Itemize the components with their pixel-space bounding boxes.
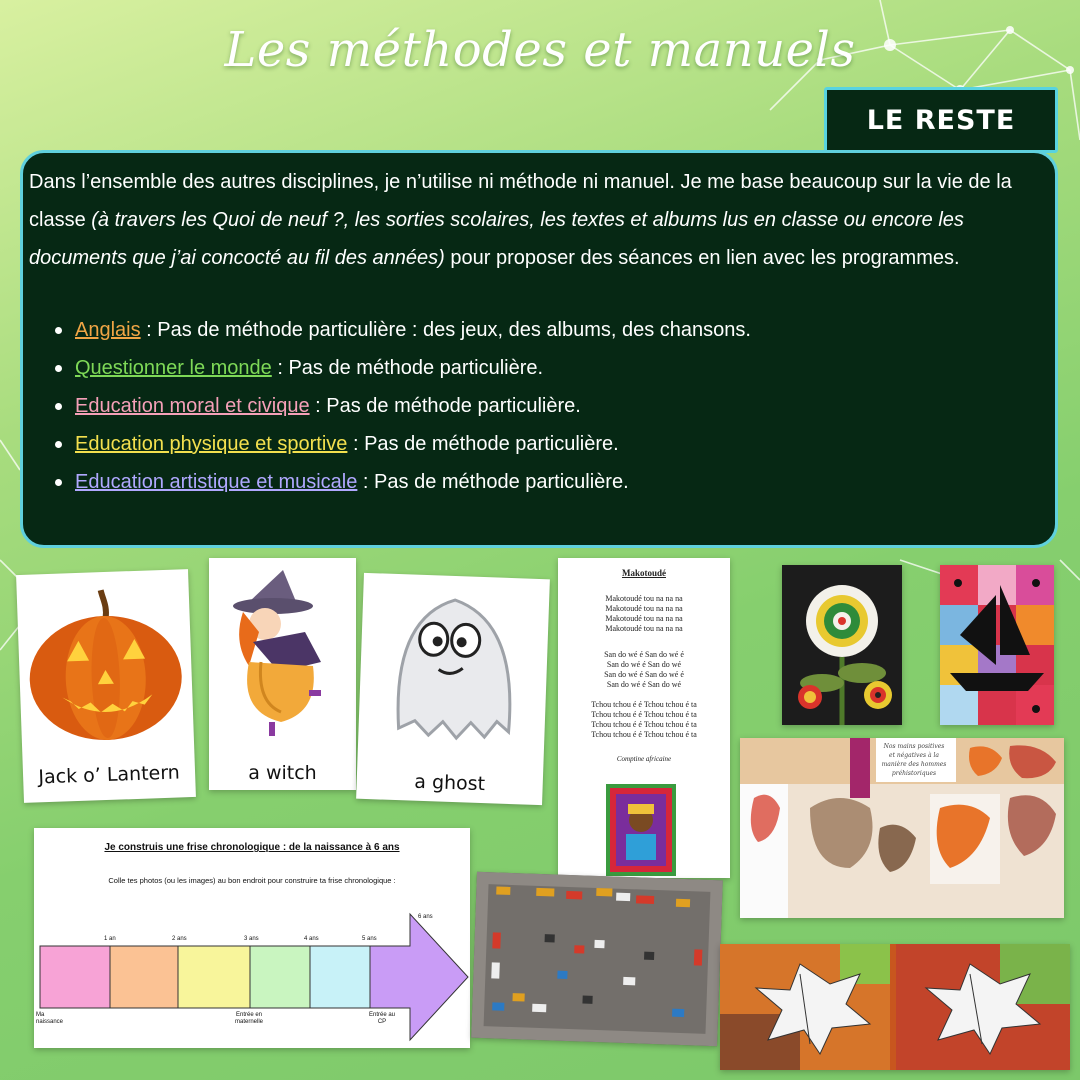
art-leaves-photo [720, 944, 1070, 1070]
leaves-art-image [720, 944, 1070, 1070]
content-panel [20, 150, 1058, 548]
flashcard-witch [209, 558, 356, 790]
list-item [55, 387, 1045, 425]
subject-desc: : Pas de méthode particulière. [357, 471, 629, 493]
art-geometric-photo [940, 565, 1054, 725]
subject-list [55, 311, 1045, 501]
song-title: Makotoudé [621, 568, 666, 578]
age-label: 4 ans [304, 936, 319, 942]
milestone-label: Ma naissance [36, 1012, 64, 1025]
flashcard-ghost [356, 573, 550, 805]
song-sheet [558, 558, 730, 878]
subject-desc: : Pas de méthode particulière. [347, 433, 619, 455]
timeline-instruction: Colle tes photos (ou les images) au bon endroit pour construire ta frise chronologique : [108, 876, 396, 885]
flashcard-label: Jack o’ Lantern [38, 761, 181, 789]
list-item [55, 463, 1045, 501]
list-item [55, 349, 1045, 387]
ghost-icon [358, 577, 550, 753]
age-label: 6 ans [418, 914, 433, 920]
timeline-title: Je construis une frise chronologique : de la naissance à 6 ans [104, 842, 400, 853]
list-item [55, 425, 1045, 463]
song-line: Makotoudé tou na na na [605, 624, 683, 633]
song-line: San do wé é San do wé [606, 660, 682, 669]
song-line: Tchou tchou é é Tchou tchou é ta [591, 710, 697, 719]
note-line: manière des hommes [881, 761, 947, 768]
intro-text-end: pour proposer des séances en lien avec les programmes. [444, 247, 960, 269]
song-footer: Comptine africaine [616, 755, 672, 763]
pumpkin-icon [16, 575, 194, 751]
milestone-label: Entrée en maternelle [234, 1012, 263, 1025]
lego-classroom-photo [471, 872, 723, 1046]
intro-paragraph [29, 163, 1045, 277]
song-line: San do wé é San do wé é [604, 670, 684, 679]
witch-icon [209, 562, 356, 742]
subject-link-education-artistique[interactable]: Education artistique et musicale [75, 471, 358, 493]
song-line: Makotoudé tou na na na [605, 594, 683, 603]
flashcard-pumpkin [16, 569, 196, 803]
art-handprints-photo [740, 738, 1064, 918]
note-line: et négatives à la [889, 752, 939, 759]
milestone-label: Entrée au CP [368, 1012, 396, 1025]
subject-link-education-morale[interactable]: Education moral et civique [75, 395, 310, 417]
song-line: Tchou tchou é é Tchou tchou é ta [591, 700, 697, 709]
subject-link-eps[interactable]: Education physique et sportive [75, 433, 348, 455]
song-line: San do wé é San do wé é [604, 650, 684, 659]
song-line: Makotoudé tou na na na [605, 614, 683, 623]
flower-art-image [782, 565, 902, 725]
intro-text: Dans l’ensemble des autres disciplines, je n’utilise ni méthode ni manuel. Je me base beaucoup sur la vie de la classe [29, 171, 1012, 231]
art-flower-photo [782, 565, 902, 725]
song-line: Tchou tchou é é Tchou tchou é ta [591, 730, 697, 739]
geometric-art-image [940, 565, 1054, 725]
list-item [55, 311, 1045, 349]
song-line: Makotoudé tou na na na [605, 604, 683, 613]
age-label: 1 an [104, 936, 116, 942]
subject-desc: : Pas de méthode particulière. [309, 395, 581, 417]
song-line: San do wé é San do wé [606, 680, 682, 689]
age-label: 5 ans [362, 936, 377, 942]
song-line: Tchou tchou é é Tchou tchou é ta [591, 720, 697, 729]
page-title: Les méthodes et manuels [224, 22, 856, 78]
subject-desc: : Pas de méthode particulière. [271, 357, 544, 379]
note-line: préhistoriques [891, 770, 937, 777]
lego-model-image [471, 872, 723, 1046]
african-portrait-image [606, 784, 676, 876]
note-line: Nos mains positives [883, 743, 945, 750]
age-label: 3 ans [244, 936, 259, 942]
flashcard-label: a witch [248, 762, 317, 784]
subject-desc: : Pas de méthode particulière : des jeux, des albums, des chansons. [140, 319, 751, 341]
subject-link-anglais[interactable]: Anglais [75, 319, 141, 341]
flashcard-label: a ghost [413, 770, 486, 796]
handprints-note [874, 742, 954, 778]
timeline-worksheet [34, 828, 470, 1048]
subject-link-questionner-le-monde[interactable]: Questionner le monde [75, 357, 272, 379]
age-label: 2 ans [172, 936, 187, 942]
section-tag: LE RESTE [824, 87, 1058, 153]
intro-italic: (à travers les Quoi de neuf ?, les sorties scolaires, les textes et albums lus en classe ou encore les documents que j’ai concocté au fil des années) [29, 209, 964, 269]
